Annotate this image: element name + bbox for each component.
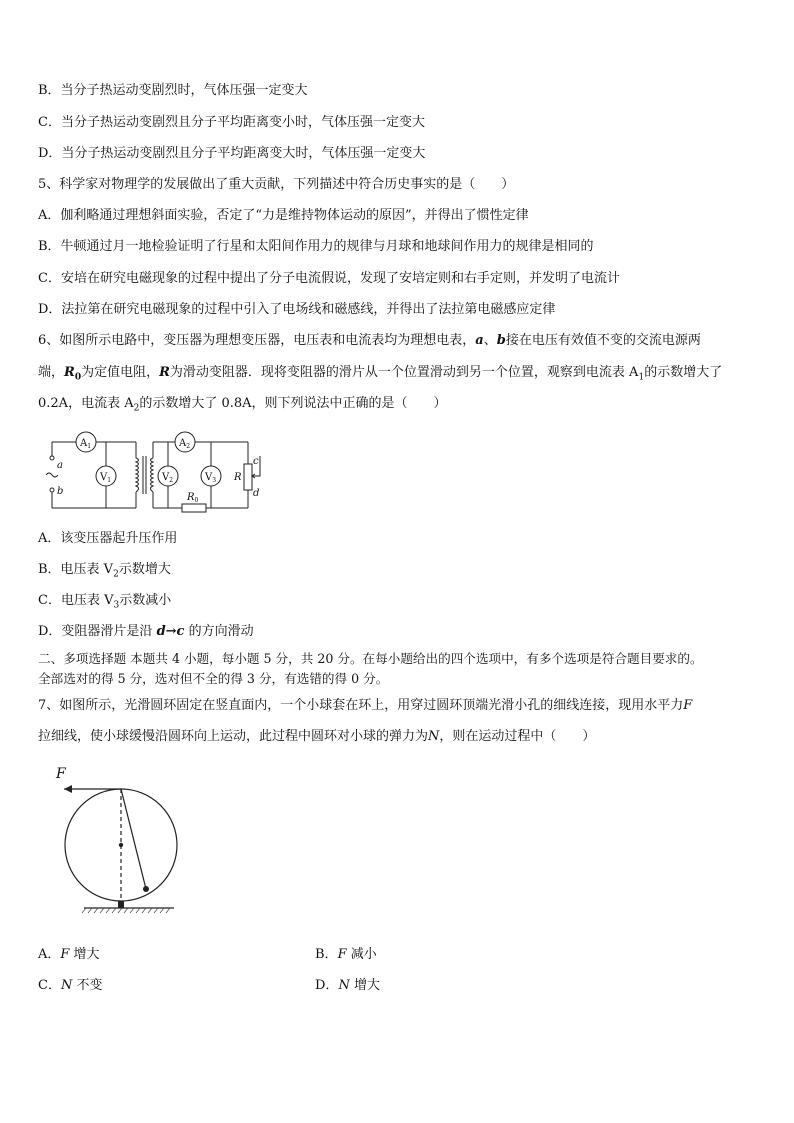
point-d-label: d: [253, 488, 260, 499]
q6-stem-line2: 端，$R_0$为定值电阻，R为滑动变阻器．现将变阻器的滑片从一个位置滑动到另一个位置，观察到电流表 $A_1$的示数增大了: [38, 365, 723, 383]
terminal-a-label: a: [57, 460, 63, 471]
q7-option-d: D．N 增大: [315, 978, 380, 993]
q7-stem-line1: 7、如图所示，光滑圆环固定在竖直面内，一个小球套在环上，用穿过圆环顶端光滑小孔的细线连接，现用水平力F: [38, 698, 693, 713]
ring-figure: [50, 762, 180, 914]
q7-stem-line2: 拉细线，使小球缓慢沿圆环向上运动，此过程中圆环对小球的弹力为N，则在运动过程中（ ）: [38, 729, 596, 744]
q6-option-d: D．变阻器滑片是沿 d→c 的方向滑动: [38, 624, 254, 639]
q6-stem-line3: 0.2A，电流表 $A_2$的示数增大了 0.8A，则下列说法中正确的是（ ）: [38, 396, 447, 414]
q7-option-c: C．N 不变: [38, 978, 103, 993]
q5-stem: 5、科学家对物理学的发展做出了重大贡献，下列描述中符合历史事实的是（ ）: [38, 177, 515, 192]
q6-option-c: C．电压表 $V_3$示数减小: [38, 593, 172, 611]
resistor-r0-label: $R_0$: [187, 492, 199, 504]
q4-option-d: D．当分子热运动变剧烈且分子平均距离变大时，气体压强一定变大: [38, 146, 426, 161]
voltmeter-v1-label: $V_1$: [100, 472, 112, 484]
q4-option-c: C．当分子热运动变剧烈且分子平均距离变小时，气体压强一定变大: [38, 115, 425, 130]
q4-option-b: B．当分子热运动变剧烈时，气体压强一定变大: [38, 83, 308, 98]
point-c-label: c: [253, 456, 259, 467]
section2-line2: 全部选对的得 5 分，选对但不全的得 3 分，有选错的得 0 分。: [38, 671, 389, 686]
rheostat-r-label: R: [234, 472, 242, 483]
q5-option-c: C．安培在研究电磁现象的过程中提出了分子电流假说，发现了安培定则和右手定则，并发明了电流计: [38, 271, 620, 286]
section2-line1: 二、多项选择题 本题共 4 小题，每小题 5 分，共 20 分。在每小题给出的四个选项中，有多个选项是符合题目要求的。: [38, 651, 703, 666]
transformer-circuit-figure: [38, 428, 273, 520]
q6-option-a: A．该变压器起升压作用: [38, 531, 178, 546]
force-f-label: F: [56, 766, 66, 782]
q5-option-b: B．牛顿通过月一地检验证明了行星和太阳间作用力的规律与月球和地球间作用力的规律是相同的: [38, 239, 594, 254]
terminal-b-label: b: [57, 486, 64, 497]
q7-option-b: B．F 减小: [315, 947, 377, 962]
q7-option-a: A．F 增大: [38, 947, 100, 962]
ammeter-a1-label: $A_1$: [80, 438, 92, 450]
q6-stem-line1: 6、如图所示电路中，变压器为理想变压器，电压表和电流表均为理想电表，a、b接在电压有效值不变的交流电源两: [38, 333, 701, 348]
q6-option-b: B．电压表 $V_2$示数增大: [38, 562, 171, 580]
voltmeter-v3-label: $V_3$: [205, 472, 217, 484]
voltmeter-v2-label: $V_2$: [162, 472, 174, 484]
ammeter-a2-label: $A_2$: [179, 438, 191, 450]
q5-option-a: A．伽利略通过理想斜面实验，否定了“力是维持物体运动的原因”，并得出了惯性定律: [38, 208, 529, 223]
q5-option-d: D．法拉第在研究电磁现象的过程中引入了电场线和磁感线，并得出了法拉第电磁感应定律: [38, 302, 556, 317]
